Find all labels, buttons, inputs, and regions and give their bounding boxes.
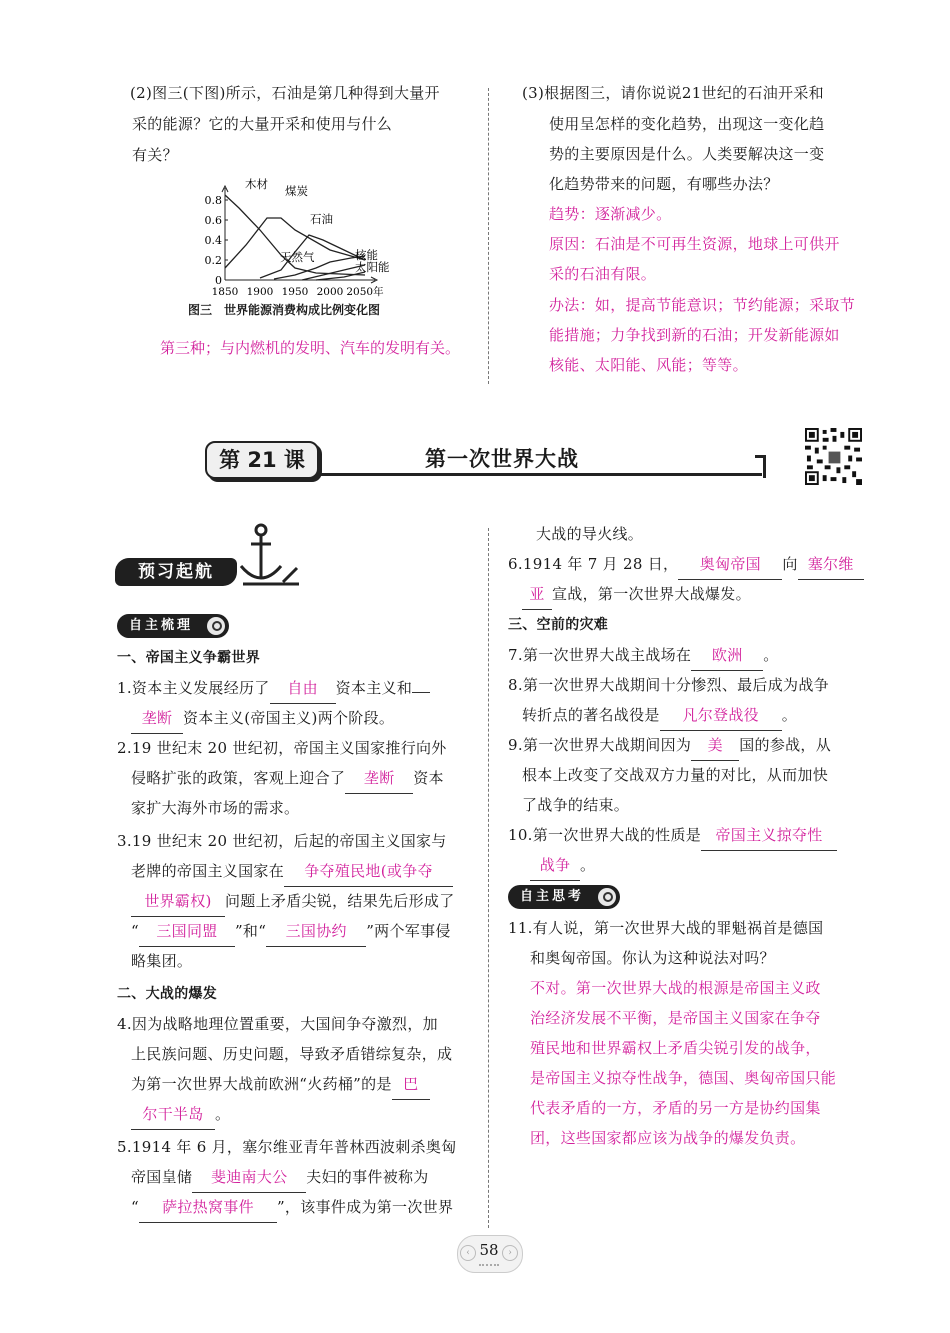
q3b-text-c: 问题上矛盾尖锐，结果先后形成了 bbox=[225, 892, 455, 910]
q2b-blank bbox=[345, 763, 413, 794]
q6-answer-2b: 亚 bbox=[529, 585, 545, 603]
q1-blank-2 bbox=[131, 703, 183, 734]
q1-answer-1: 自由 bbox=[287, 679, 318, 697]
q1-answer-2: 垄断 bbox=[141, 709, 173, 727]
q11-answer-line-1: 不对。第一次世界大战的根源是帝国主义政 bbox=[530, 979, 821, 997]
q3b-line-2 bbox=[131, 856, 453, 887]
heading-section-1: 一、帝国主义争霸世界 bbox=[117, 650, 260, 666]
q6-answer-2a: 塞尔维 bbox=[807, 555, 854, 573]
q5-blank-1 bbox=[192, 1162, 306, 1193]
q10-line-1 bbox=[508, 820, 837, 851]
x-tick-label: 2000 bbox=[316, 286, 344, 298]
q7-answer: 欧洲 bbox=[711, 646, 743, 664]
page-dots bbox=[479, 1264, 499, 1269]
q5-answer-1: 斐迪南大公 bbox=[210, 1168, 288, 1186]
q11-answer-line-5: 代表矛盾的一方，矛盾的另一方是协约国集 bbox=[530, 1099, 821, 1117]
q3b-answer-3: 三国协约 bbox=[285, 922, 347, 940]
q3b-blank-3 bbox=[266, 916, 366, 947]
q3b-quote-open: “ bbox=[131, 922, 139, 940]
x-tick-label: 1950 bbox=[281, 286, 309, 298]
next-page-icon[interactable]: › bbox=[502, 1245, 518, 1261]
q2-line-1: (2)图三(下图)所示，石油是第几种得到大量开 bbox=[130, 84, 440, 102]
q1-line-2 bbox=[131, 703, 394, 734]
q11-answer-line-3: 殖民地和世界霸权上矛盾尖锐引发的战争， bbox=[530, 1039, 821, 1057]
lesson-title: 第一次世界大战 bbox=[425, 447, 579, 471]
q7-text-c: 。 bbox=[763, 646, 779, 664]
q3-line-4: 化趋势带来的问题，有哪些办法？ bbox=[549, 175, 779, 193]
q4-text-end: 。 bbox=[215, 1105, 231, 1123]
anchor-icon bbox=[233, 522, 303, 590]
q3b-answer-1a: 争夺殖民地(或争夺 bbox=[304, 862, 433, 880]
q3b-line-3 bbox=[131, 886, 455, 917]
q8-blank bbox=[660, 700, 782, 731]
title-underline bbox=[317, 473, 762, 476]
q10-text-c: 。 bbox=[580, 856, 596, 874]
q3-answer-line-2: 原因：石油是不可再生资源，地球上可供开 bbox=[549, 235, 840, 253]
q6-answer-1: 奥匈帝国 bbox=[699, 555, 761, 573]
q1-text-c: 资本主义和 bbox=[335, 679, 413, 697]
lesson-number: 第 21 课 bbox=[205, 441, 319, 479]
energy-consumption-chart bbox=[195, 175, 415, 300]
series-label: 石油 bbox=[310, 212, 333, 226]
heading-section-2: 二、大战的爆发 bbox=[117, 986, 218, 1002]
q3-answer-line-4: 办法：如，提高节能意识；节约能源；采取节 bbox=[549, 296, 856, 314]
y-tick-label: 0 bbox=[215, 274, 222, 287]
q3b-line-1: 3.19 世纪末 20 世纪初，后起的帝国主义国家与 bbox=[117, 832, 447, 850]
q11-line-1: 11.有人说，第一次世界大战的罪魁祸首是德国 bbox=[508, 919, 824, 937]
series-label: 天然气 bbox=[280, 250, 315, 264]
q4-line-4 bbox=[131, 1099, 230, 1130]
series-label: 太阳能 bbox=[355, 260, 390, 274]
q3b-blank-1a bbox=[284, 856, 453, 887]
page-number: 58 bbox=[479, 1241, 499, 1259]
q5-line-1: 5.1914 年 6 月，塞尔维亚青年普林西波刺杀奥匈 bbox=[117, 1138, 457, 1156]
q3b-line-5: 略集团。 bbox=[131, 952, 193, 970]
q2-answer: 第三种；与内燃机的发明、汽车的发明有关。 bbox=[160, 339, 461, 357]
q3-answer-line-1: 趋势：逐渐减少。 bbox=[549, 205, 672, 223]
q9-line-2: 根本上改变了交战双方力量的对比，从而加快 bbox=[522, 766, 829, 784]
q1-text-d: 资本主义(帝国主义)两个阶段。 bbox=[183, 709, 395, 727]
q7-blank bbox=[691, 640, 763, 671]
q5-text-end: ”，该事件成为第一次世界 bbox=[276, 1198, 454, 1216]
q8-text-a: 转折点的著名战役是 bbox=[522, 706, 660, 724]
q3-line-3: 势的主要原因是什么。人类要解决这一变 bbox=[549, 145, 825, 163]
q5-blank-2 bbox=[139, 1192, 277, 1223]
q9-answer: 美 bbox=[707, 736, 723, 754]
q2b-text-a: 侵略扩张的政策，客观上迎合了 bbox=[131, 769, 346, 787]
q11-answer-line-4: 是帝国主义掠夺性战争，德国、奥匈帝国只能 bbox=[530, 1069, 837, 1087]
q2b-text-c: 资本 bbox=[413, 769, 444, 787]
q3-line-2: 使用呈怎样的变化趋势，出现这一变化趋 bbox=[549, 115, 825, 133]
q3b-text-mid: ”和“ bbox=[234, 922, 267, 940]
q11-answer-line-6: 团，这些国家都应该为战争的爆发负责。 bbox=[530, 1129, 806, 1147]
magnifier-icon-2 bbox=[598, 888, 616, 906]
q1-text-a: 1.资本主义发展经历了 bbox=[117, 679, 270, 697]
q1-blank-1 bbox=[270, 673, 336, 704]
column-divider-top bbox=[488, 88, 489, 384]
q10-line-2 bbox=[530, 850, 595, 881]
q2b-line-1: 2.19 世纪末 20 世纪初，帝国主义国家推行向外 bbox=[117, 739, 447, 757]
q8-answer: 凡尔登战役 bbox=[682, 706, 759, 724]
q9-line-3: 了战争的结束。 bbox=[522, 796, 630, 814]
q2b-line-2 bbox=[131, 763, 444, 794]
q6-text-c: 向 bbox=[782, 555, 798, 573]
q9-line-1 bbox=[508, 730, 831, 761]
section-tag-self-review bbox=[117, 614, 229, 638]
qr-code-icon[interactable] bbox=[805, 428, 862, 485]
q3b-answer-1b: 世界霸权) bbox=[144, 892, 212, 910]
q2b-answer: 垄断 bbox=[363, 769, 395, 787]
q8-text-c: 。 bbox=[781, 706, 798, 724]
title-bracket bbox=[755, 455, 766, 478]
q5-line-3 bbox=[131, 1192, 453, 1223]
q3b-text-a: 老牌的帝国主义国家在 bbox=[131, 862, 285, 880]
q4-line-3 bbox=[131, 1069, 430, 1100]
series-label: 木材 bbox=[245, 177, 268, 191]
x-tick-label: 2050年 bbox=[346, 286, 384, 298]
q10-blank-a bbox=[701, 820, 837, 851]
banner-label: 预习起航 bbox=[115, 558, 237, 586]
q4-blank-a bbox=[392, 1069, 430, 1100]
q4-text-a: 为第一次世界大战前欧洲“火药桶”的是 bbox=[131, 1075, 392, 1093]
q3-answer-line-3: 采的石油有限。 bbox=[549, 265, 657, 283]
q8-line-2 bbox=[522, 700, 797, 731]
q2-line-2: 采的能源？它的大量开采和使用与什么 bbox=[132, 115, 393, 133]
tag-label-2: 自主思考 bbox=[520, 889, 585, 904]
q7-line bbox=[508, 640, 779, 671]
column-divider-bottom bbox=[488, 528, 489, 1228]
q1-line-1 bbox=[117, 673, 430, 704]
q5-text-c: 夫妇的事件被称为 bbox=[306, 1168, 429, 1186]
q2-line-3: 有关？ bbox=[132, 146, 178, 164]
magnifier-icon bbox=[207, 617, 225, 635]
q5-answer-2: 萨拉热窝事件 bbox=[162, 1198, 254, 1216]
series-label: 煤炭 bbox=[285, 184, 308, 198]
x-tick-label: 1900 bbox=[246, 286, 274, 298]
q8-line-1: 8.第一次世界大战期间十分惨烈、最后成为战争 bbox=[508, 676, 829, 694]
q3b-blank-1b bbox=[131, 886, 225, 917]
q3-answer-line-5: 能措施；力争找到新的石油；开发新能源如 bbox=[549, 326, 840, 344]
q6-blank-2b bbox=[522, 579, 552, 610]
q11-line-2: 和奥匈帝国。你认为这种说法对吗？ bbox=[530, 949, 775, 967]
prev-page-icon[interactable]: ‹ bbox=[460, 1245, 476, 1261]
y-tick-label: 0.8 bbox=[204, 194, 222, 207]
q9-text-c: 国的参战，从 bbox=[739, 736, 832, 754]
q11-answer-line-2: 治经济发展不平衡，是帝国主义国家在争夺 bbox=[530, 1009, 821, 1027]
q1-blank-2-start bbox=[412, 692, 430, 693]
page-number-badge bbox=[457, 1235, 521, 1275]
tag-label: 自主梳理 bbox=[129, 618, 194, 633]
heading-section-3: 三、空前的灾难 bbox=[508, 617, 609, 633]
y-tick-label: 0.4 bbox=[204, 234, 222, 247]
section-tag-self-thinking bbox=[508, 885, 620, 909]
q3b-line-4 bbox=[131, 916, 451, 947]
q6-blank-1 bbox=[678, 549, 782, 580]
q5-text-a: 帝国皇储 bbox=[131, 1168, 193, 1186]
q3b-answer-2: 三国同盟 bbox=[156, 922, 218, 940]
banner-preview bbox=[113, 522, 303, 592]
q5-continuation: 大战的导火线。 bbox=[536, 525, 644, 543]
lesson-title-bar bbox=[205, 435, 765, 485]
x-tick-label: 1850 bbox=[211, 286, 239, 298]
q2b-line-3: 家扩大海外市场的需求。 bbox=[131, 799, 300, 817]
q3b-text-end: ”两个军事侵 bbox=[366, 922, 451, 940]
q4-answer-a: 巴 bbox=[403, 1075, 419, 1093]
q4-answer-b: 尔干半岛 bbox=[142, 1105, 204, 1123]
y-tick-label: 0.2 bbox=[204, 254, 222, 267]
q6-text-a: 6.1914 年 7 月 28 日， bbox=[508, 555, 679, 573]
q4-line-2: 上民族问题、历史问题，导致矛盾错综复杂，成 bbox=[131, 1045, 453, 1063]
q10-blank-b bbox=[530, 850, 580, 881]
q4-blank-b bbox=[131, 1099, 215, 1130]
q3b-blank-2 bbox=[139, 916, 235, 947]
q10-answer-b: 战争 bbox=[539, 856, 571, 874]
q7-text-a: 7.第一次世界大战主战场在 bbox=[508, 646, 692, 664]
q10-answer-a: 帝国主义掠夺性 bbox=[715, 826, 823, 844]
q6-line-2 bbox=[522, 579, 751, 610]
q9-blank bbox=[691, 730, 739, 761]
q6-blank-2a bbox=[798, 549, 864, 580]
series-label: 核能 bbox=[355, 248, 378, 262]
q6-line-1 bbox=[508, 549, 864, 580]
q10-text-a: 10.第一次世界大战的性质是 bbox=[508, 826, 702, 844]
q3-answer-line-6: 核能、太阳能、风能；等等。 bbox=[549, 356, 748, 374]
y-tick-label: 0.6 bbox=[204, 214, 222, 227]
q6-text-d: 宣战，第一次世界大战爆发。 bbox=[552, 585, 751, 603]
q4-line-1: 4.因为战略地理位置重要，大国间争夺激烈，加 bbox=[117, 1015, 438, 1033]
q5-quote-open: “ bbox=[131, 1198, 139, 1216]
q9-text-a: 9.第一次世界大战期间因为 bbox=[508, 736, 692, 754]
q5-line-2 bbox=[131, 1162, 429, 1193]
q3-line-1: (3)根据图三，请你说说21世纪的石油开采和 bbox=[522, 84, 824, 102]
chart-caption: 图三 世界能源消费构成比例变化图 bbox=[188, 303, 381, 317]
